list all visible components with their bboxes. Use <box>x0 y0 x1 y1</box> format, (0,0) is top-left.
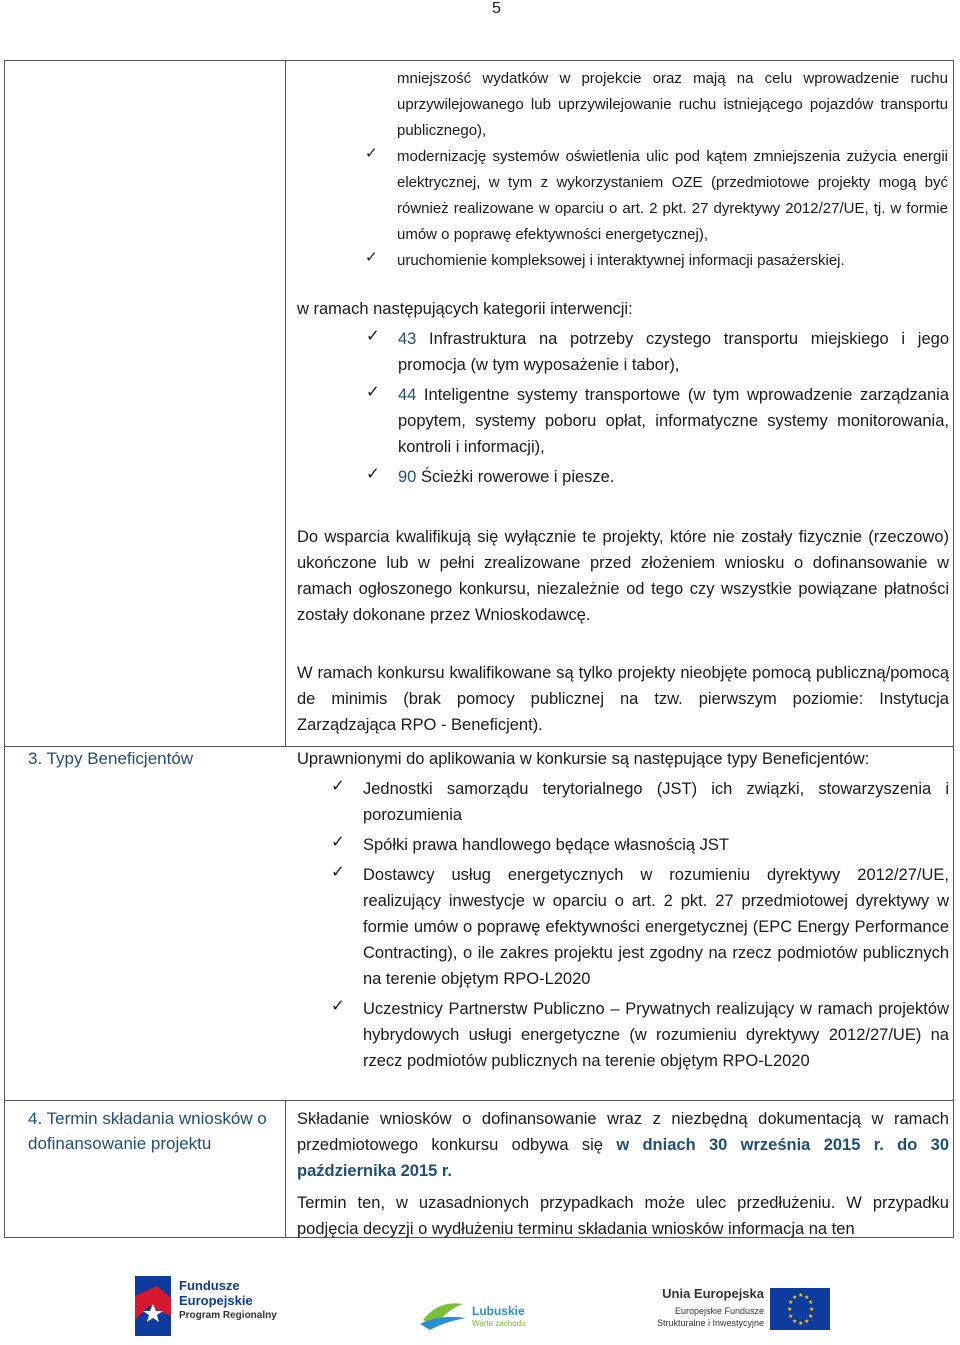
svg-text:★: ★ <box>809 1306 815 1313</box>
svg-text:★: ★ <box>798 1292 804 1299</box>
list-continuation: mniejszość wydatków w projekcie oraz mają na celu wprowadzenie ruchu uprzywilejowanego lub uprzywilejowanie ruchu istniejącego pojazdów transportu publicznego), <box>397 70 948 139</box>
section3-intro: Uprawnionymi do aplikowania w konkursie są następujące typy Beneficjentów: <box>297 750 870 768</box>
fe-line3: Program Regionalny <box>179 1310 277 1321</box>
fe-emblem-icon <box>135 1276 175 1336</box>
section3-heading: 3. Typy Beneficjentów <box>28 749 194 768</box>
svg-text:★: ★ <box>788 1299 794 1306</box>
svg-text:★: ★ <box>804 1294 810 1301</box>
row-divider-section4 <box>4 1100 954 1101</box>
checkmark-icon: ✓ <box>331 832 345 851</box>
fundusze-europejskie-logo <box>135 1276 285 1338</box>
checkmark-icon: ✓ <box>366 464 380 483</box>
list-item: ✓ modernizację systemów oświetlenia ulic pod kątem zmniejszenia zużycia energii elektrycznej, w tym z wykorzystaniem OZE (przedmiotowe projekty mogą być również realizowane w oparciu o art. 2 pkt. 27 dyrektywy 2012/27/UE, tj. w formie umów o poprawę efektywności energetycznej), <box>365 144 948 243</box>
section4-content <box>297 1106 949 1242</box>
list-item: ✓ Spółki prawa handlowego będące własnością JST <box>331 832 729 854</box>
eu-flag-icon <box>770 1288 830 1330</box>
svg-text:★: ★ <box>792 1294 798 1301</box>
checkmark-icon: ✓ <box>365 248 378 266</box>
list-item: ✓ 43 Infrastruktura na potrzeby czystego transportu miejskiego i jego promocja (w tym wyposażenie i tabor), <box>366 326 949 374</box>
svg-text:★: ★ <box>808 1313 814 1320</box>
unia-europejska-logo <box>634 1286 834 1336</box>
state-aid-paragraph: W ramach konkursu kwalifikowane są tylko projekty nieobjęte pomocą publiczną/pomocą de minimis (brak pomocy publicznej na tzw. pierwszym poziomie: Instytucja Zarządzająca RPO - Beneficjent). <box>297 664 949 734</box>
checkmark-icon: ✓ <box>331 996 345 1015</box>
svg-text:★: ★ <box>788 1313 794 1320</box>
list-item: ✓ Jednostki samorządu terytorialnego (JST) ich związki, stowarzyszenia i porozumienia <box>331 776 949 824</box>
checkmark-icon: ✓ <box>331 862 345 881</box>
section4-para1: Składanie wniosków o dofinansowanie wraz z niezbędną dokumentacją w ramach przedmiotowego konkursu odbywa się w dniach 30 września 2015 r. do 30 października 2015 r. <box>297 1110 949 1180</box>
list-item: ✓ Dostawcy usług energetycznych w rozumieniu dyrektywy 2012/27/UE, realizujący inwestycje w oparciu o art. 2 pkt. 27 przedmiotowej dyrektywy w formie umów o poprawę efektywności energetycznej (EPC Energy Performance Contracting), o ile zakres projektu jest zgodny na rzecz podmiotów publicznych na terenie objętym RPO-L2020 <box>331 862 949 988</box>
categories-block <box>297 296 949 490</box>
ue-line3: Strukturalne i Inwestycyjne <box>656 1318 764 1328</box>
list-item: ✓ 44 Inteligentne systemy transportowe (w tym wprowadzenie zarządzania popytem, systemy poboru opłat, informatyczne systemy monitorowania, kontroli i informacji), <box>366 382 949 456</box>
svg-text:★: ★ <box>787 1306 793 1313</box>
section4-para2: Termin ten, w uzasadnionych przypadkach może ulec przedłużeniu. W przypadku podjęcia decyzji o wydłużeniu terminu składania wniosków informacja na ten <box>297 1194 949 1238</box>
checkmark-icon: ✓ <box>366 382 380 401</box>
lubuskie-line2: Warte zachodu <box>472 1319 526 1328</box>
ue-line1: Unia Europejska <box>662 1286 764 1301</box>
svg-text:★: ★ <box>798 1320 804 1327</box>
column-divider-section4 <box>285 1100 286 1238</box>
lubuskie-logo <box>418 1292 538 1332</box>
list-item: ✓ 90 Ścieżki rowerowe i piesze. <box>366 464 615 486</box>
top-list <box>365 66 948 274</box>
section4-heading: 4. Termin składania wniosków o dofinansowanie projektu <box>28 1109 267 1153</box>
ue-line2: Europejskie Fundusze <box>674 1306 764 1316</box>
page-number: 5 <box>492 0 501 17</box>
section3-content <box>297 746 949 1074</box>
svg-text:★: ★ <box>792 1318 798 1325</box>
list-item: ✓ uruchomienie kompleksowej i interaktywnej informacji pasażerskiej. <box>365 248 845 269</box>
svg-text:★: ★ <box>808 1299 814 1306</box>
categories-intro: w ramach następujących kategorii interwencji: <box>297 300 633 318</box>
fe-line1: Fundusze <box>179 1278 240 1293</box>
fe-line2: Europejskie <box>179 1293 253 1308</box>
column-divider <box>285 60 286 746</box>
support-paragraph: Do wsparcia kwalifikują się wyłącznie te projekty, które nie zostały fizycznie (rzeczowo) ukończone lub w pełni zrealizowane przed złożeniem wniosku o dofinansowanie w ramach ogłoszonego konkursu, niezależnie od tego czy wszystkie powiązane płatności zostały dokonane przez Wnioskodawcę. <box>297 528 949 624</box>
checkmark-icon: ✓ <box>365 144 378 162</box>
lubuskie-emblem-icon <box>418 1292 468 1332</box>
list-item: ✓ Uczestnicy Partnerstw Publiczno – Prywatnych realizujący w ramach projektów hybrydowych usługi energetyczne (w rozumieniu dyrektywy 2012/27/UE) na rzecz podmiotów publicznych na terenie objętym RPO-L2020 <box>331 996 949 1070</box>
checkmark-icon: ✓ <box>331 776 345 795</box>
lubuskie-line1: Lubuskie <box>472 1304 525 1318</box>
checkmark-icon: ✓ <box>366 326 380 345</box>
svg-text:★: ★ <box>804 1318 810 1325</box>
